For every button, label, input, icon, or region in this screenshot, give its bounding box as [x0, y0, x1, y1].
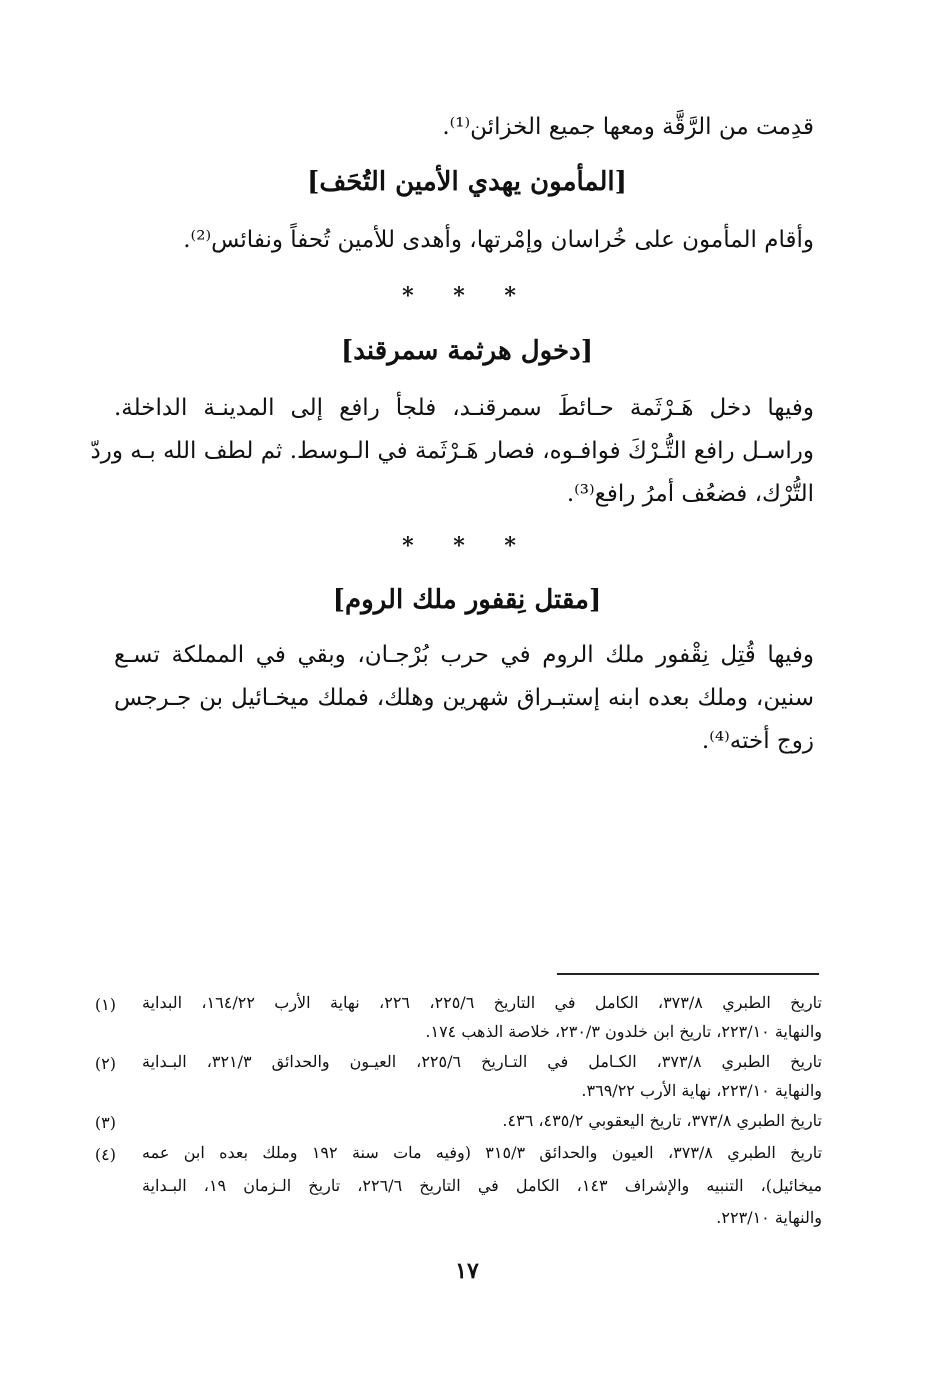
text-line: وراسـل رافع التُّـرْكَ فوافـوه، فصار هَـرْثَمة في الـوسط. ثم لطف الله بـه وردّ: [90, 438, 814, 464]
footnote-separator: [557, 973, 819, 975]
text-line: سنين، وملك بعده ابنه إستبـراق شهرين وهلك، فملك ميخـائيل بن جـرجس: [114, 685, 814, 711]
footnote-number: (٢): [94, 1054, 116, 1073]
footnote-line: تاريخ الطبري ٣٧٣/٨، العيون والحدائق ٣١٥/٣ (وفيه مات سنة ١٩٢ وملك بعده ابن عمه: [142, 1143, 823, 1162]
section-heading-mamun-gifts: [المأمون يهدي الأمين التُحَف]: [307, 167, 627, 197]
text-line: قدِمت من الرَّقَّة ومعها جميع الخزائن⁽¹⁾.: [442, 114, 814, 140]
footnote-line: والنهاية ٢٢٣/١٠.: [716, 1208, 822, 1227]
section-heading-harthama-samarkand: [دخول هرثمة سمرقند]: [340, 336, 594, 366]
footnote-line: ميخائيل)، التنبيه والإشراف ١٤٣، الكامل في التاريخ ٢٢٦/٦، تاريخ الـزمان ١٩، البـداية: [142, 1176, 823, 1195]
footnote-line: تاريخ الطبري ٣٧٣/٨، تاريخ اليعقوبي ٤٣٥/٢، ٤٣٦.: [502, 1111, 822, 1130]
section-divider-stars: * * *: [402, 533, 532, 559]
footnote-number: (٤): [94, 1145, 116, 1164]
text-line: وفيها دخل هَـرْثَمة حـائطَ سمرقنـد، فلجأ رافع إلى المدينـة الداخلة.: [114, 395, 814, 421]
page-number: ١٧: [455, 1258, 479, 1284]
section-heading-nikephoros-killed: [مقتل نِقفور ملك الروم]: [332, 585, 602, 615]
footnote-line: تاريخ الطبري ٣٧٣/٨، الكـامل في التـاريخ ٢٢٥/٦، العيـون والحدائق ٣٢١/٣، البـداية: [142, 1052, 822, 1071]
footnote-line: والنهاية ٢٢٣/١٠، تاريخ ابن خلدون ٢٣٠/٣، خلاصة الذهب ١٧٤.: [425, 1022, 822, 1041]
footnote-number: (٣): [94, 1113, 116, 1132]
text-line: وفيها قُتِل نِقْفور ملك الروم في حرب بُرْجـان، وبقي في المملكة تسـع: [114, 642, 814, 668]
footnote-line: والنهاية ٢٢٣/١٠، نهاية الأرب ٣٦٩/٢٢.: [581, 1081, 822, 1100]
text-line: التُّرْك، فضعُف أمرُ رافع⁽³⁾.: [566, 481, 814, 507]
text-line: زوج أخته⁽⁴⁾.: [701, 728, 814, 754]
footnote-line: تاريخ الطبري ٣٧٣/٨، الكامل في التاريخ ٢٢٥/٦، ٢٢٦، نهاية الأرب ١٦٤/٢٢، البداية: [142, 993, 823, 1012]
footnote-number: (١): [94, 995, 116, 1014]
section-divider-stars: * * *: [402, 283, 532, 309]
text-line: وأقام المأمون على خُراسان وإمْرتها، وأهدى للأمين تُحفاً ونفائس⁽²⁾.: [183, 227, 814, 253]
